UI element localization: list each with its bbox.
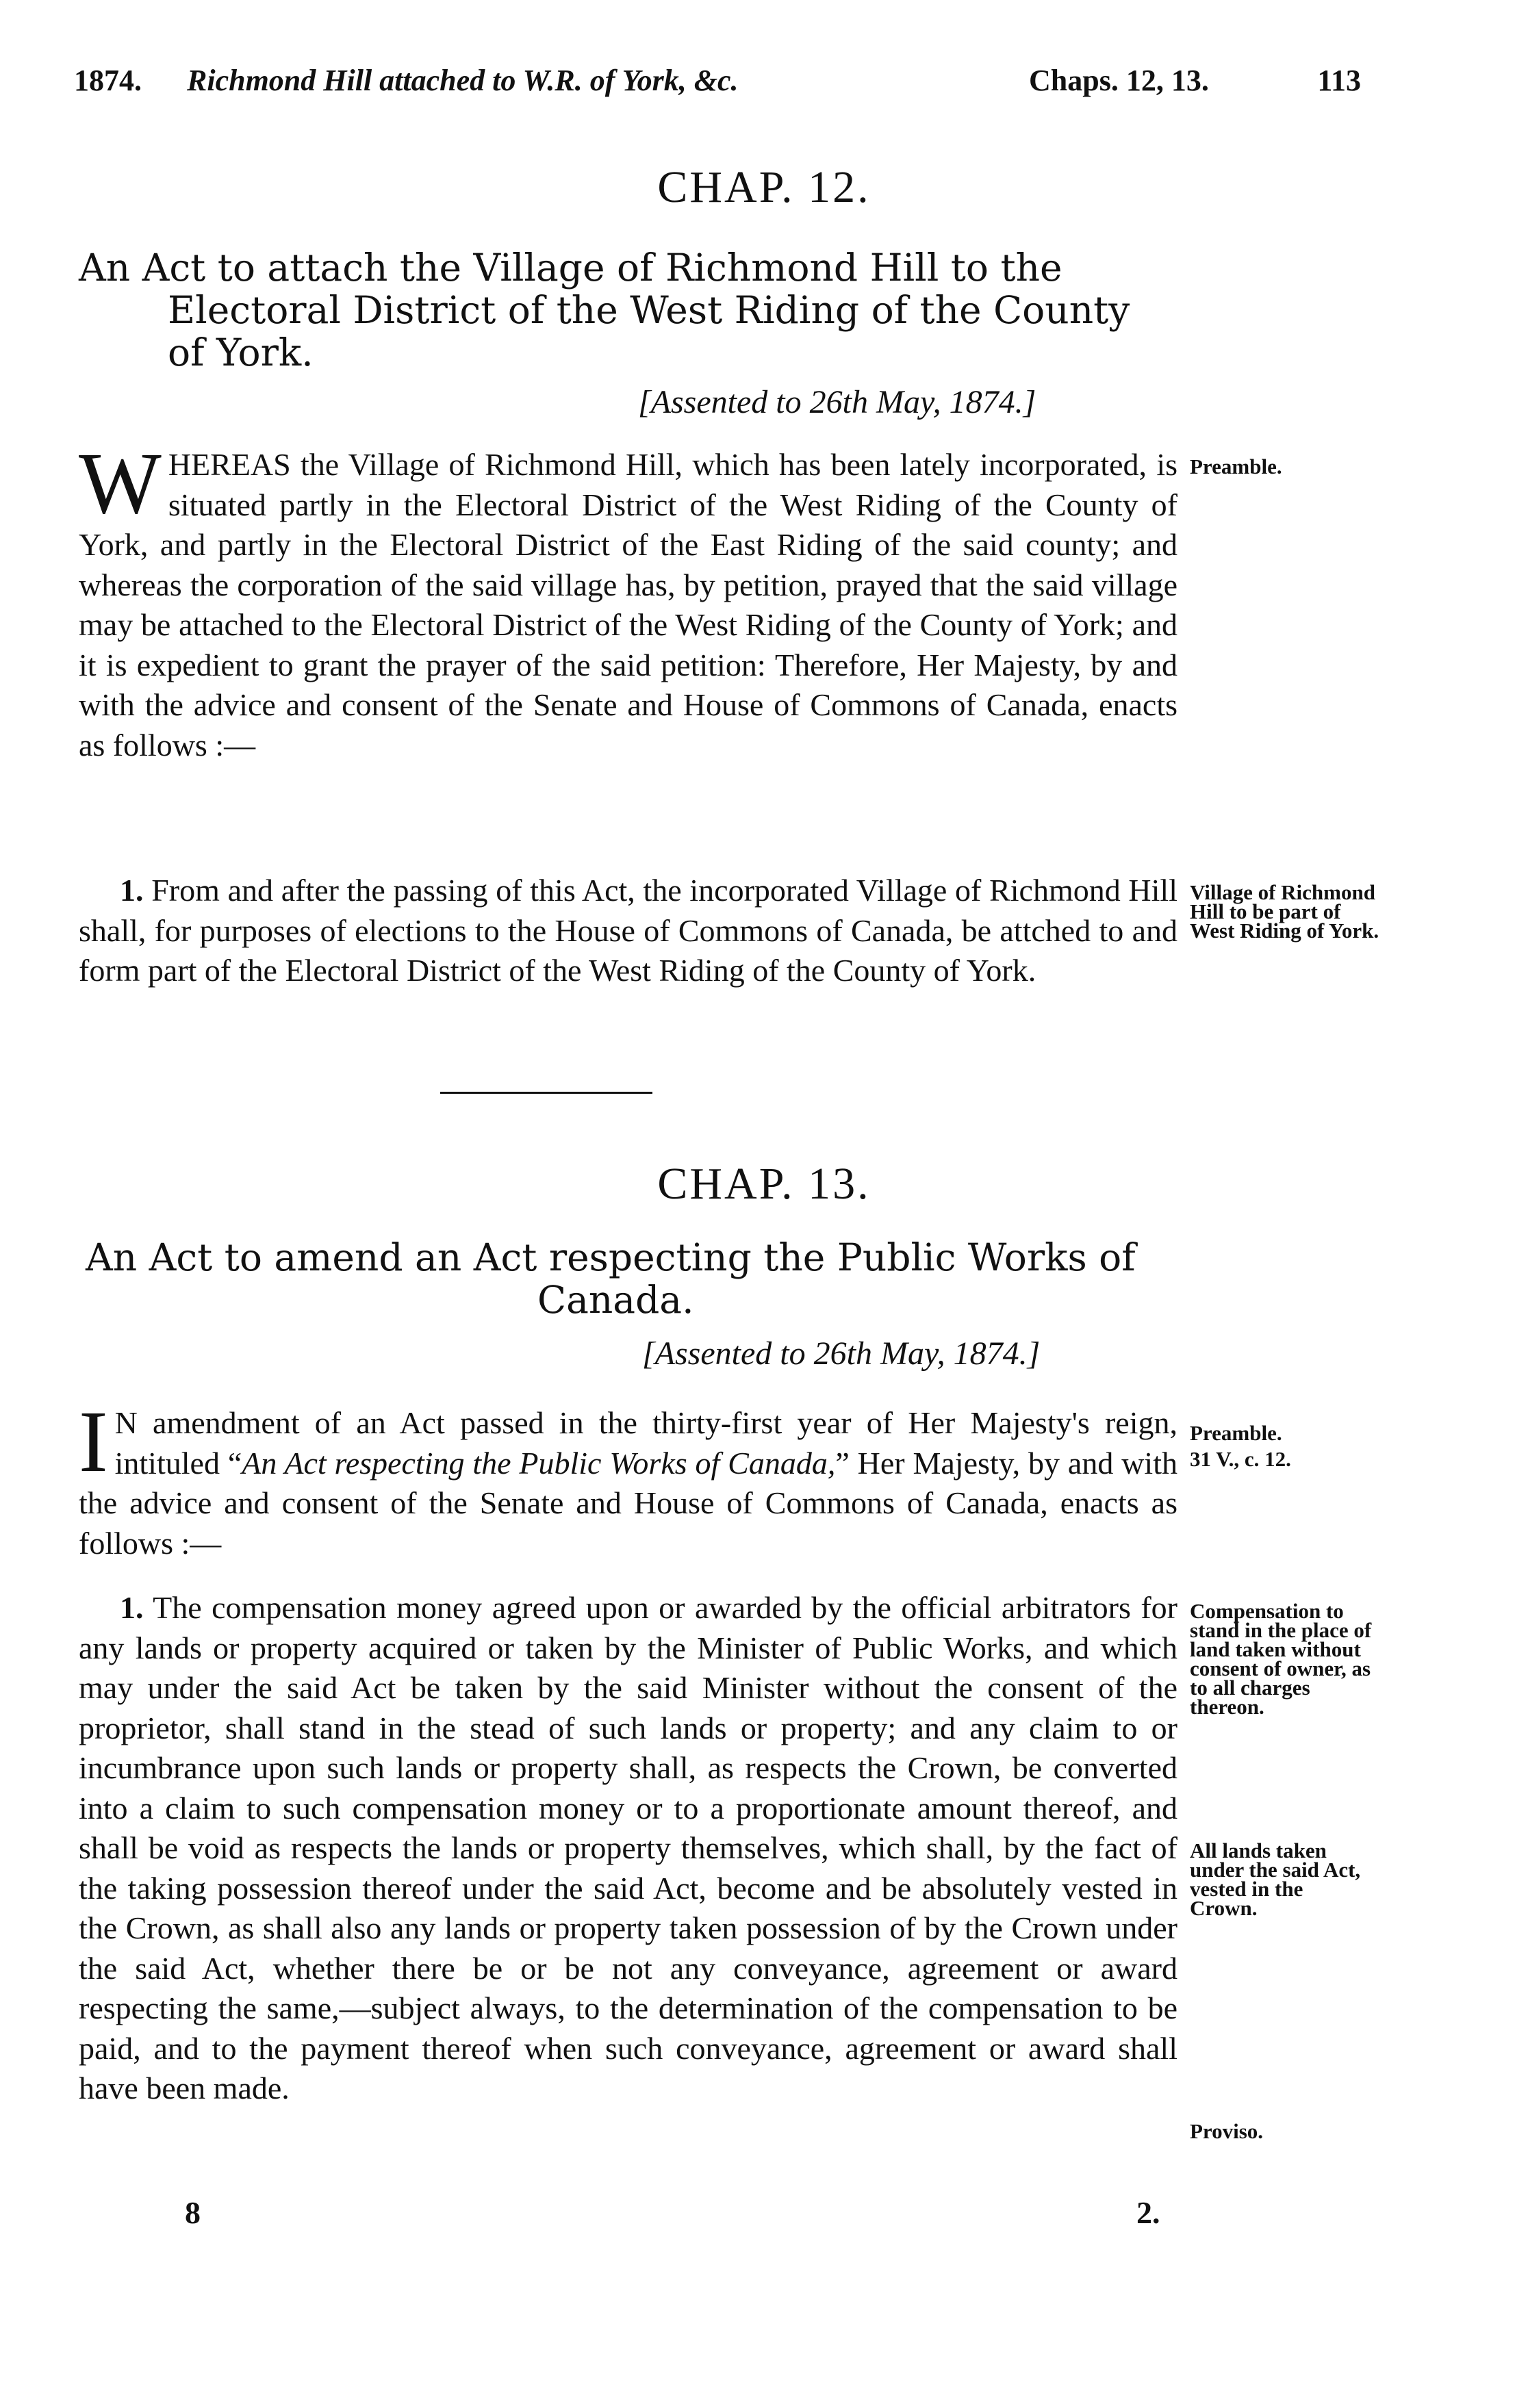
chapter-13-section-1-number: 1. xyxy=(120,1590,144,1625)
chapter-13-preamble xyxy=(79,1393,1177,1563)
chapter-12-section-1-number: 1. xyxy=(120,873,144,908)
catchword: 2. xyxy=(1136,2195,1160,2230)
running-head-chapters: Chaps. 12, 13. xyxy=(1029,64,1209,97)
running-head-year: 1874. xyxy=(74,64,142,97)
chapter-13-heading: CHAP. 13. xyxy=(657,1159,871,1209)
chapter-12-assent: [Assented to 26th May, 1874.] xyxy=(638,384,1036,420)
chapter-13-dropcap: I xyxy=(79,1393,108,1490)
chapter-13-margin-preamble: Preamble. xyxy=(1190,1421,1282,1445)
chapter-12-title-line-3: of York. xyxy=(168,331,314,374)
chapter-divider xyxy=(440,1092,652,1094)
chapter-13-margin-ref: 31 V., c. 12. xyxy=(1190,1447,1291,1471)
chapter-12-section-1-text: From and after the passing of this Act, the incorporated Village of Richmond Hill shall, for purposes of elections to the House of Commons of Canada, be attched to and form part of the Electoral District of the West Riding of the County of York. xyxy=(79,873,1177,988)
chapter-13-margin-compensation: Compensation to stand in the place of land taken without consent of owner, as to all charges thereon. xyxy=(1190,1599,1372,1719)
chapter-12-dropcap: W xyxy=(79,435,162,532)
chapter-13-margin-lands: All lands taken under the said Act, vested in the Crown. xyxy=(1190,1839,1361,1920)
running-head-title: Richmond Hill attached to W.R. of York, &c. xyxy=(187,64,739,97)
running-head xyxy=(74,63,1361,118)
chapter-12-margin-section-1: Village of Richmond Hill to be part of West Riding of York. xyxy=(1190,880,1379,943)
chapter-13-preamble-text-b: ” Her Majesty, by and with the advice and consent of the Senate and House of Commons of Canada, enacts as follows :— xyxy=(79,1445,1177,1561)
chapter-12-title-line-1: An Act to attach the Village of Richmond Hill to the xyxy=(79,246,1062,290)
chapter-12-preamble xyxy=(79,435,1177,765)
chapter-13-preamble-italic: An Act respecting the Public Works of Canada, xyxy=(242,1445,836,1481)
signature-mark: 8 xyxy=(185,2195,201,2230)
chapter-13-margin-proviso: Proviso. xyxy=(1190,2119,1264,2143)
chapter-12-heading: CHAP. 12. xyxy=(657,162,871,212)
chapter-12-section-1 xyxy=(79,871,1177,991)
page-number: 113 xyxy=(1317,64,1361,97)
chapter-13-title-line-2: Canada. xyxy=(537,1278,694,1322)
chapter-13-section-1 xyxy=(79,1588,1177,2109)
chapter-12-margin-preamble: Preamble. xyxy=(1190,454,1282,478)
chapter-13-preamble-text-a: N amendment of an Act passed in the thirty-first year of Her Majesty's reign, intituled “ xyxy=(114,1405,1177,1481)
chapter-13-title-line-1: An Act to amend an Act respecting the Public Works of xyxy=(86,1235,1136,1279)
chapter-12-preamble-text: HEREAS the Village of Richmond Hill, which has been lately incorporated, is situated partly in the Electoral District of the West Riding of the County of York, and partly in the Electoral District of the East Riding of the said county; and whereas the corporation of the said village has, by petition, prayed that the said village may be attached to the Electoral District of the West Riding of the County of York; and it is expedient to grant the prayer of the said petition: Therefore, Her Majesty, by and with the advice and consent of the Senate and House of Commons of Canada, enacts as follows :— xyxy=(79,447,1177,763)
chapter-13-assent: [Assented to 26th May, 1874.] xyxy=(642,1335,1041,1372)
chapter-12-title-line-2: Electoral District of the West Riding of the County xyxy=(168,288,1130,332)
chapter-13-section-1-text: The compensation money agreed upon or awarded by the official arbitrators for any lands or property acquired or taken by the Minister of Public Works, and which may under the said Act be taken by the said Minister without the consent of the proprietor, shall stand in the stead of such lands or property; and any claim to or incumbrance upon such lands or property shall, as respects the Crown, be converted into a claim to such compensation money or to a proportionate amount thereof, and shall be void as respects the lands or property themselves, which shall, by the fact of the taking possession thereof under the said Act, become and be absolutely vested in the Crown, as shall also any lands or property taken possession of by the Crown under the said Act, whether there be or be not any conveyance, agreement or award respecting the same,—subject always, to the determination of the compensation to be paid, and to the payment thereof when such conveyance, agreement or award shall have been made. xyxy=(79,1590,1177,2105)
